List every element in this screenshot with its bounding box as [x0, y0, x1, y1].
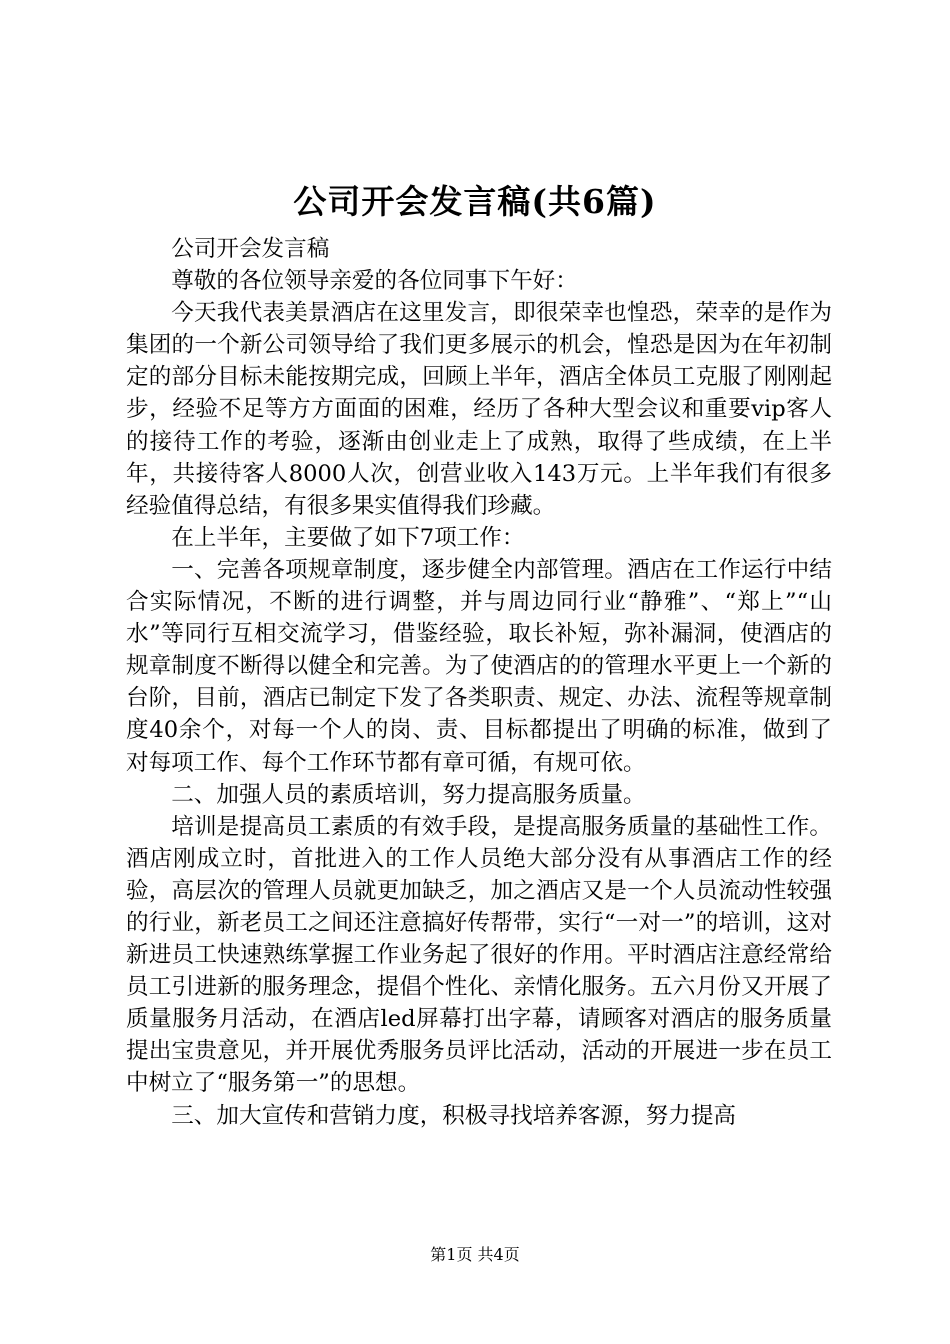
page-footer: 第1页 共4页	[430, 1245, 520, 1264]
paragraph: 尊敬的各位领导亲爱的各位同事下午好：	[171, 268, 578, 295]
paragraph: 培训是提高员工素质的有效手段，是提高服务质量的基础性工作。酒店刚成立时，首批进入的工作人员绝大部分没有从事酒店工作的经验，高层次的管理人员就更加缺乏，加之酒店又是一个人员流动性较强的行业，新老员工之间还注意搞好传帮带，实行“一对一”的培训，这对新进员工快速熟练掌握工作业务起了很好的作用。平时酒店注意经常给员工引进新的服务理念，提倡个性化、亲情化服务。五六月份又开展了质量服务月活动，在酒店led屏幕打出字幕，请顾客对酒店的服务质量提出宝贵意见，并开展优秀服务员评比活动，活动的开展进一步在员工中树立了“服务第一”的思想。	[126, 813, 832, 1097]
paragraph: 今天我代表美景酒店在这里发言，即很荣幸也惶恐，荣幸的是作为集团的一个新公司领导给了我们更多展示的机会，惶恐是因为在年初制定的部分目标未能按期完成，回顾上半年，酒店全体员工克服了刚刚起步，经验不足等方方面面的困难，经历了各种大型会议和重要vip客人的接待工作的考验，逐渐由创业走上了成熟，取得了些成绩，在上半年，共接待客人8000人次，创营业收入143万元。上半年我们有很多经验值得总结，有很多果实值得我们珍藏。	[126, 300, 832, 519]
paragraph: 在上半年，主要做了如下7项工作：	[171, 524, 525, 551]
paragraph: 公司开会发言稿	[171, 236, 330, 262]
paragraph: 三、加大宣传和营销力度，积极寻找培养客源，努力提高	[171, 1102, 737, 1129]
paragraph: 二、加强人员的素质培训，努力提高服务质量。	[171, 781, 646, 808]
document-body	[126, 233, 832, 1132]
document-title: 公司开会发言稿(共6篇)	[293, 182, 657, 221]
paragraph: 一、完善各项规章制度，逐步健全内部管理。酒店在工作运行中结合实际情况，不断的进行调整，并与周边同行业“静雅”、“郑上”“山水”等同行互相交流学习，借鉴经验，取长补短，弥补漏洞，使酒店的规章制度不断得以健全和完善。为了使酒店的的管理水平更上一个新的台阶，目前，酒店已制定下发了各类职责、规定、办法、流程等规章制度40余个，对每一个人的岗、责、目标都提出了明确的标准，做到了对每项工作、每个工作环节都有章可循，有规可依。	[126, 556, 832, 776]
